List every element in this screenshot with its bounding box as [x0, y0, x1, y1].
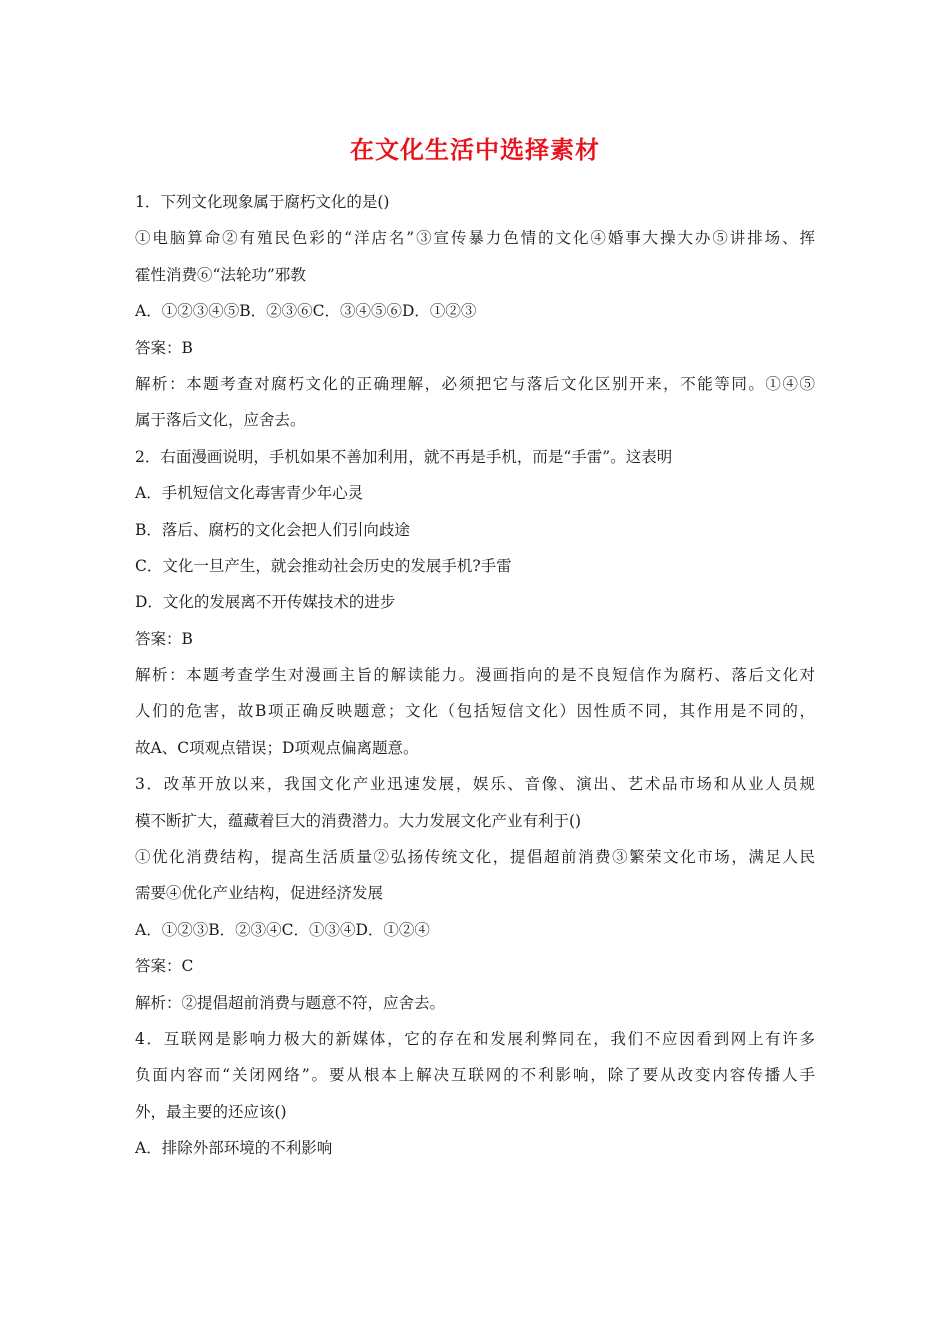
- text-line: 2．右面漫画说明，手机如果不善加利用，就不再是手机，而是“手雷”。这表明: [135, 447, 673, 466]
- text-line: A．①②③B．②③④C．①③④D．①②④: [135, 920, 430, 939]
- text-line: 4．互联网是影响力极大的新媒体，它的存在和发展利弊同在，我们不应因看到网上有许多: [135, 1029, 815, 1048]
- text-line: 解析：②提倡超前消费与题意不符，应舍去。: [135, 993, 446, 1012]
- text-line: 3．改革开放以来，我国文化产业迅速发展，娱乐、音像、演出、艺术品市场和从业人员规: [135, 775, 815, 794]
- text-line: 需要④优化产业结构，促进经济发展: [135, 884, 384, 903]
- text-line: C．文化一旦产生，就会推动社会历史的发展手机?手雷: [135, 556, 512, 575]
- text-line: 属于落后文化，应舍去。: [135, 411, 306, 430]
- text-line: 答案：B: [135, 629, 193, 648]
- text-line: 1．下列文化现象属于腐朽文化的是(): [135, 193, 390, 211]
- text-line: A．排除外部环境的不利影响: [135, 1139, 333, 1158]
- text-line: 故A、C项观点错误；D项观点偏离题意。: [135, 738, 419, 757]
- text-line: 霍性消费⑥“法轮功”邪教: [135, 265, 306, 284]
- text-line: 人们的危害，故B项正确反映题意；文化（包括短信文化）因性质不同，其作用是不同的，: [135, 702, 815, 721]
- text-line: A．手机短信文化毒害青少年心灵: [135, 484, 364, 503]
- text-line: 外，最主要的还应该(): [135, 1102, 287, 1121]
- text-line: A．①②③④⑤B．②③⑥C．③④⑤⑥D．①②③: [135, 302, 477, 321]
- text-line: 解析：本题考查学生对漫画主旨的解读能力。漫画指向的是不良短信作为腐朽、落后文化对: [135, 666, 815, 685]
- text-line: B．落后、腐朽的文化会把人们引向歧途: [135, 520, 410, 539]
- text-line: 负面内容而“关闭网络”。要从根本上解决互联网的不利影响，除了要从改变内容传播人手: [135, 1066, 815, 1085]
- text-line: D．文化的发展离不开传媒技术的进步: [135, 593, 396, 612]
- text-line: ①优化消费结构，提高生活质量②弘扬传统文化，提倡超前消费③繁荣文化市场，满足人民: [135, 848, 815, 867]
- page-title: 在文化生活中选择素材: [350, 136, 600, 164]
- text-line: 解析：本题考查对腐朽文化的正确理解，必须把它与落后文化区别开来，不能等同。①④⑤: [135, 374, 815, 393]
- text-line: 模不断扩大，蕴藏着巨大的消费潜力。大力发展文化产业有利于(): [135, 811, 582, 830]
- text-line: ①电脑算命②有殖民色彩的“洋店名”③宣传暴力色情的文化④婚事大操大办⑤讲排场、挥: [135, 229, 815, 248]
- text-line: 答案：B: [135, 338, 193, 357]
- text-line: 答案：C: [135, 957, 194, 976]
- document-body: [135, 184, 815, 1167]
